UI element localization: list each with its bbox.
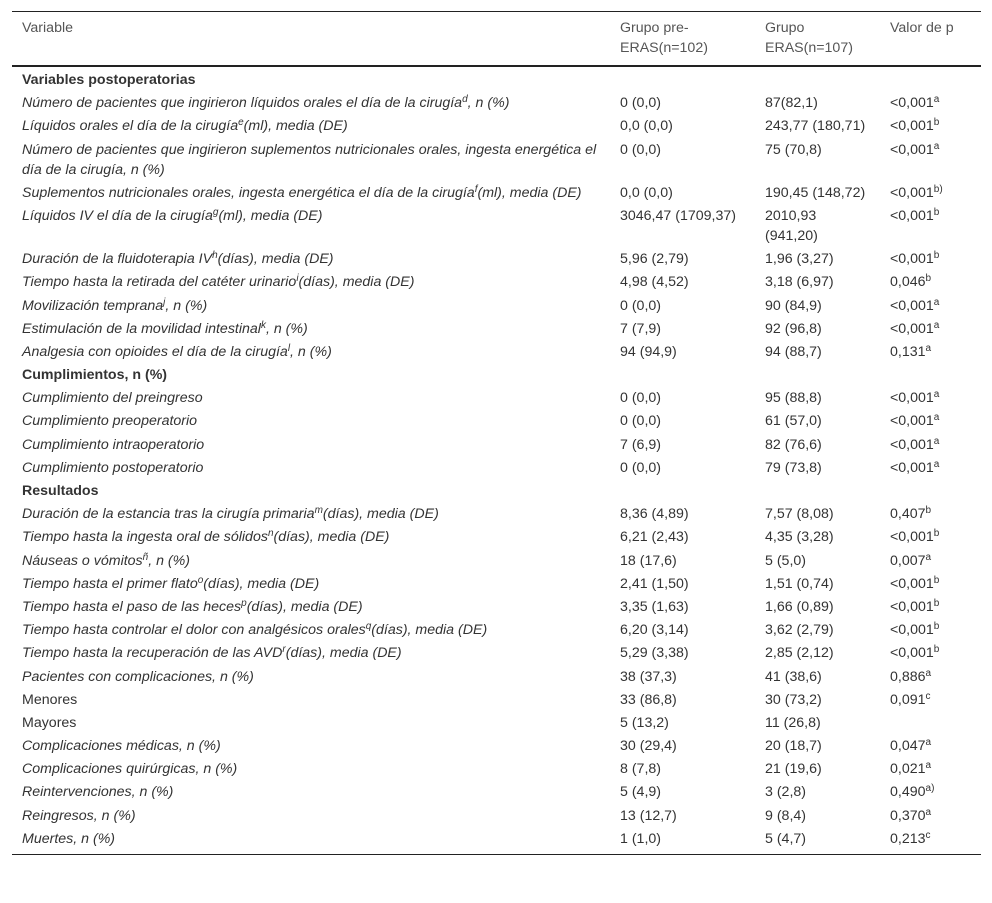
variable-unit: (días), media (DE)	[285, 645, 402, 662]
p-value: 0,007	[890, 552, 926, 569]
table-row	[12, 433, 981, 456]
pre-eras-value: 8,36 (4,89)	[620, 506, 689, 523]
p-value-test-marker: a	[925, 667, 932, 679]
pre-eras-value: 38 (37,3)	[620, 668, 677, 685]
footnote-marker: q	[365, 621, 372, 633]
variable-unit: , n (%)	[290, 343, 332, 360]
table-row	[12, 619, 981, 642]
variable-label: Líquidos IV el día de la cirugía	[22, 207, 213, 224]
p-value: 0,370	[890, 807, 926, 824]
p-value-cell	[880, 642, 981, 665]
footnote-marker: j	[163, 296, 166, 308]
variable-unit: (días), media (DE)	[371, 622, 488, 639]
p-value: 0,091	[890, 691, 926, 708]
p-value-cell	[880, 734, 981, 757]
p-value-test-marker: b	[933, 574, 940, 586]
variable-unit: (días), media (DE)	[203, 575, 320, 592]
pre-eras-value: 5 (13,2)	[620, 714, 669, 731]
variable-cell	[12, 642, 610, 665]
eras-value: 243,77 (180,71)	[765, 118, 866, 135]
p-value-test-marker: b)	[933, 183, 943, 195]
p-value-cell	[880, 549, 981, 572]
footnote-marker: l	[287, 342, 291, 354]
variable-label: Suplementos nutricionales orales, ingesta energética el día de la cirugía	[22, 184, 475, 201]
variable-unit: , n (%)	[165, 297, 208, 314]
p-value-cell	[880, 572, 981, 595]
header-p-value: Valor de p	[890, 20, 954, 36]
variable-cell	[12, 92, 610, 115]
variable-cell	[12, 734, 610, 757]
table-row	[12, 340, 981, 363]
p-value-cell	[880, 503, 981, 526]
p-value: <0,001	[890, 297, 934, 314]
footnote-marker: ñ	[142, 551, 149, 563]
footnote-marker: h	[212, 250, 218, 262]
footnote-marker: p	[241, 597, 247, 609]
p-value: 0,021	[890, 761, 926, 778]
variable-cell	[12, 549, 610, 572]
footnote-marker: e	[238, 117, 244, 129]
variable-cell	[12, 115, 610, 138]
table-row	[12, 248, 981, 271]
results-table-container	[12, 11, 981, 855]
eras-value: 4,35 (3,28)	[765, 529, 834, 546]
pre-eras-value: 8 (7,8)	[620, 761, 662, 778]
p-value-test-marker: b	[933, 528, 940, 540]
eras-value: 30 (73,2)	[765, 691, 822, 708]
variable-unit: (días), media (DE)	[246, 598, 363, 615]
p-value: <0,001	[890, 529, 934, 546]
p-value-cell	[880, 115, 981, 138]
table-row	[12, 665, 981, 688]
pre-eras-value: 0,0 (0,0)	[620, 184, 673, 201]
eras-value: 9 (8,4)	[765, 807, 807, 824]
p-value-cell	[880, 665, 981, 688]
pre-eras-value: 0 (0,0)	[620, 141, 662, 158]
eras-value: 3,18 (6,97)	[765, 274, 834, 291]
eras-value: 1,96 (3,27)	[765, 251, 834, 268]
variable-label: Cumplimiento preoperatorio	[22, 413, 198, 430]
p-value: 0,886	[890, 668, 926, 685]
table-row	[12, 642, 981, 665]
p-value-cell	[880, 827, 981, 854]
table-row	[12, 410, 981, 433]
variable-unit: , n (%)	[148, 552, 190, 569]
eras-value: 90 (84,9)	[765, 297, 822, 314]
eras-value: 92 (96,8)	[765, 320, 822, 337]
variable-label: Reintervenciones, n (%)	[22, 784, 174, 801]
table-row	[12, 734, 981, 757]
table-row	[12, 503, 981, 526]
p-value-test-marker: a	[925, 342, 932, 354]
footnote-marker: k	[260, 319, 266, 331]
table-row	[12, 387, 981, 410]
eras-value: 94 (88,7)	[765, 343, 822, 360]
pre-eras-value: 3046,47 (1709,37)	[620, 207, 736, 224]
variable-cell	[12, 248, 610, 271]
p-value: <0,001	[890, 598, 934, 615]
eras-value: 11 (26,8)	[765, 714, 821, 731]
pre-eras-value: 0 (0,0)	[620, 413, 662, 430]
p-value-test-marker: c	[925, 829, 931, 841]
p-value-cell	[880, 410, 981, 433]
p-value-test-marker: a)	[925, 783, 935, 795]
table-row	[12, 115, 981, 138]
header-variable: Variable	[22, 20, 73, 36]
p-value-cell	[880, 294, 981, 317]
p-value-cell	[880, 688, 981, 711]
pre-eras-value: 7 (7,9)	[620, 320, 662, 337]
footnote-marker: d	[462, 94, 468, 106]
pre-eras-value: 0 (0,0)	[620, 95, 662, 112]
results-table	[12, 11, 981, 855]
variable-cell	[12, 317, 610, 340]
variable-cell	[12, 758, 610, 781]
eras-value: 2,85 (2,12)	[765, 645, 834, 662]
footnote-marker: i	[296, 273, 299, 285]
p-value: <0,001	[890, 251, 934, 268]
p-value: 0,213	[890, 830, 926, 847]
p-value-cell	[880, 804, 981, 827]
table-row	[12, 549, 981, 572]
eras-value: 190,45 (148,72)	[765, 184, 866, 201]
variable-unit: (ml), media (DE)	[218, 207, 323, 224]
variable-cell	[12, 665, 610, 688]
variable-label: Duración de la estancia tras la cirugía primaria	[22, 506, 315, 523]
table-row	[12, 271, 981, 294]
variable-label: Complicaciones quirúrgicas, n (%)	[22, 761, 238, 778]
p-value-cell	[880, 387, 981, 410]
variable-cell	[12, 433, 610, 456]
eras-value: 3 (2,8)	[765, 784, 807, 801]
p-value: <0,001	[890, 436, 934, 453]
pre-eras-value: 3,35 (1,63)	[620, 598, 689, 615]
variable-label: Reingresos, n (%)	[22, 807, 136, 824]
variable-unit: (días), media (DE)	[298, 274, 415, 291]
variable-label: Tiempo hasta el paso de las heces	[22, 598, 242, 615]
eras-value: 7,57 (8,08)	[765, 506, 834, 523]
p-value-test-marker: b	[933, 206, 940, 218]
p-value-cell	[880, 92, 981, 115]
table-body	[12, 66, 981, 854]
pre-eras-value: 5,96 (2,79)	[620, 251, 689, 268]
variable-cell	[12, 181, 610, 204]
variable-cell	[12, 526, 610, 549]
variable-label: Complicaciones médicas, n (%)	[22, 738, 221, 755]
table-row	[12, 456, 981, 479]
variable-unit: , n (%)	[265, 320, 308, 337]
variable-unit: (ml), media (DE)	[477, 184, 582, 201]
table-row	[12, 138, 981, 181]
variable-cell	[12, 804, 610, 827]
variable-label: Mayores	[22, 714, 77, 731]
table-row	[12, 711, 981, 734]
footnote-marker: o	[197, 574, 204, 586]
eras-value: 3,62 (2,79)	[765, 622, 834, 639]
p-value-test-marker: b	[933, 644, 940, 656]
variable-cell	[12, 204, 610, 247]
variable-label: Tiempo hasta el primer flato	[22, 575, 198, 592]
variable-label: Analgesia con opioides el día de la cirugía	[22, 343, 288, 360]
table-row	[12, 688, 981, 711]
table-row	[12, 758, 981, 781]
variable-cell	[12, 271, 610, 294]
p-value: 0,047	[890, 738, 926, 755]
p-value: 0,046	[890, 274, 926, 291]
p-value-cell	[880, 619, 981, 642]
table-row	[12, 92, 981, 115]
p-value-test-marker: a	[933, 319, 940, 331]
variable-label: Número de pacientes que ingirieron líquidos orales el día de la cirugía	[22, 95, 463, 112]
pre-eras-value: 0 (0,0)	[620, 297, 662, 314]
table-header-row	[12, 12, 981, 67]
table-row	[12, 804, 981, 827]
p-value-test-marker: a	[925, 551, 932, 563]
variable-cell	[12, 572, 610, 595]
variable-label: Cumplimiento intraoperatorio	[22, 436, 205, 453]
pre-eras-value: 13 (12,7)	[620, 807, 677, 824]
pre-eras-value: 30 (29,4)	[620, 738, 677, 755]
pre-eras-value: 0 (0,0)	[620, 459, 662, 476]
variable-label: Estimulación de la movilidad intestinal	[22, 320, 261, 337]
p-value-cell	[880, 248, 981, 271]
p-value-cell	[880, 781, 981, 804]
p-value: <0,001	[890, 320, 934, 337]
section-title: Resultados	[22, 483, 99, 499]
eras-value: 1,66 (0,89)	[765, 598, 834, 615]
p-value-cell	[880, 271, 981, 294]
pre-eras-value: 18 (17,6)	[620, 552, 677, 569]
p-value-test-marker: a	[933, 296, 940, 308]
pre-eras-value: 1 (1,0)	[620, 830, 662, 847]
p-value: <0,001	[890, 118, 934, 135]
p-value-cell	[880, 181, 981, 204]
p-value-test-marker: c	[925, 690, 931, 702]
p-value: <0,001	[890, 459, 934, 476]
eras-value: 2010,93 (941,20)	[765, 207, 818, 244]
p-value-cell	[880, 526, 981, 549]
p-value-cell	[880, 433, 981, 456]
pre-eras-value: 0 (0,0)	[620, 390, 662, 407]
eras-value: 5 (4,7)	[765, 830, 807, 847]
p-value: <0,001	[890, 622, 934, 639]
table-row	[12, 781, 981, 804]
eras-value: 87(82,1)	[765, 95, 818, 112]
variable-cell	[12, 595, 610, 618]
table-row	[12, 317, 981, 340]
table-row	[12, 526, 981, 549]
table-row	[12, 572, 981, 595]
pre-eras-value: 94 (94,9)	[620, 343, 677, 360]
pre-eras-value: 5 (4,9)	[620, 784, 662, 801]
variable-cell	[12, 294, 610, 317]
table-row	[12, 595, 981, 618]
variable-label: Cumplimiento del preingreso	[22, 390, 203, 407]
p-value-cell	[880, 317, 981, 340]
variable-label: Líquidos orales el día de la cirugía	[22, 118, 239, 135]
section-header-row	[12, 479, 981, 502]
section-header-row	[12, 66, 981, 92]
p-value-test-marker: b	[933, 117, 940, 129]
p-value: 0,407	[890, 506, 926, 523]
p-value-test-marker: a	[933, 140, 940, 152]
variable-cell	[12, 827, 610, 854]
footnote-marker: g	[212, 206, 219, 218]
variable-label: Cumplimiento postoperatorio	[22, 459, 204, 476]
p-value-test-marker: a	[933, 458, 940, 470]
eras-value: 20 (18,7)	[765, 738, 822, 755]
p-value: <0,001	[890, 95, 934, 112]
p-value-cell	[880, 595, 981, 618]
variable-label: Movilización temprana	[22, 297, 164, 314]
table-row	[12, 204, 981, 247]
variable-cell	[12, 619, 610, 642]
section-header-row	[12, 363, 981, 386]
p-value-test-marker: a	[933, 435, 940, 447]
pre-eras-value: 5,29 (3,38)	[620, 645, 689, 662]
pre-eras-value: 6,20 (3,14)	[620, 622, 689, 639]
p-value: <0,001	[890, 575, 934, 592]
p-value: <0,001	[890, 645, 934, 662]
p-value: 0,131	[890, 343, 926, 360]
table-row	[12, 294, 981, 317]
variable-label: Muertes, n (%)	[22, 830, 116, 847]
eras-value: 95 (88,8)	[765, 390, 822, 407]
variable-label: Tiempo hasta la retirada del catéter urinario	[22, 274, 297, 291]
eras-value: 21 (19,6)	[765, 761, 822, 778]
section-title: Cumplimientos, n (%)	[22, 367, 168, 384]
p-value-test-marker: a	[925, 737, 932, 749]
variable-label: Pacientes con complicaciones, n (%)	[22, 668, 254, 685]
variable-label: Tiempo hasta la recuperación de las AVD	[22, 645, 283, 662]
variable-label: Menores	[22, 691, 78, 708]
header-eras: Grupo ERAS(n=107)	[765, 20, 853, 56]
variable-label: Tiempo hasta controlar el dolor con analgésicos orales	[22, 622, 366, 639]
pre-eras-value: 2,41 (1,50)	[620, 575, 689, 592]
eras-value: 1,51 (0,74)	[765, 575, 834, 592]
variable-cell	[12, 781, 610, 804]
footnote-marker: f	[474, 183, 478, 195]
section-title: Variables postoperatorias	[22, 72, 196, 88]
p-value-test-marker: a	[925, 806, 932, 818]
variable-cell	[12, 688, 610, 711]
p-value-cell	[880, 340, 981, 363]
header-pre-eras: Grupo pre-ERAS(n=102)	[620, 20, 708, 56]
p-value: <0,001	[890, 413, 934, 430]
variable-label: Duración de la fluidoterapia IV	[22, 251, 213, 268]
footnote-marker: r	[282, 644, 286, 656]
p-value: <0,001	[890, 207, 934, 224]
pre-eras-value: 6,21 (2,43)	[620, 529, 689, 546]
variable-unit: (días), media (DE)	[217, 251, 334, 268]
variable-label: Náuseas o vómitos	[22, 552, 143, 569]
p-value-test-marker: b	[925, 273, 932, 285]
p-value-test-marker: a	[933, 389, 940, 401]
eras-value: 41 (38,6)	[765, 668, 822, 685]
p-value-cell	[880, 758, 981, 781]
p-value-test-marker: a	[925, 760, 932, 772]
variable-cell	[12, 340, 610, 363]
variable-cell	[12, 503, 610, 526]
eras-value: 61 (57,0)	[765, 413, 822, 430]
p-value-test-marker: b	[933, 250, 940, 262]
p-value: 0,490	[890, 784, 926, 801]
variable-cell	[12, 456, 610, 479]
pre-eras-value: 4,98 (4,52)	[620, 274, 689, 291]
variable-cell	[12, 387, 610, 410]
p-value-test-marker: b	[933, 597, 940, 609]
variable-label: Tiempo hasta la ingesta oral de sólidos	[22, 529, 268, 546]
footnote-marker: m	[314, 505, 323, 517]
pre-eras-value: 33 (86,8)	[620, 691, 677, 708]
table-row	[12, 181, 981, 204]
p-value-cell	[880, 138, 981, 181]
variable-unit: (días), media (DE)	[322, 506, 439, 523]
p-value-test-marker: b	[933, 621, 940, 633]
p-value-cell	[880, 204, 981, 247]
eras-value: 75 (70,8)	[765, 141, 822, 158]
p-value-cell	[880, 711, 981, 734]
variable-label: Número de pacientes que ingirieron suplementos nutricionales orales, ingesta energética el día de la cirugía, n (%)	[22, 141, 597, 178]
p-value-test-marker: a	[933, 412, 940, 424]
p-value-test-marker: b	[925, 505, 932, 517]
p-value: <0,001	[890, 184, 934, 201]
variable-unit: (ml), media (DE)	[243, 118, 348, 135]
pre-eras-value: 0,0 (0,0)	[620, 118, 673, 135]
p-value-cell	[880, 456, 981, 479]
variable-unit: , n (%)	[467, 95, 510, 112]
variable-cell	[12, 410, 610, 433]
p-value-test-marker: a	[933, 94, 940, 106]
p-value: <0,001	[890, 390, 934, 407]
variable-cell	[12, 711, 610, 734]
footnote-marker: n	[267, 528, 274, 540]
p-value: <0,001	[890, 141, 934, 158]
pre-eras-value: 7 (6,9)	[620, 436, 662, 453]
variable-unit: (días), media (DE)	[273, 529, 390, 546]
table-row	[12, 827, 981, 854]
eras-value: 82 (76,6)	[765, 436, 822, 453]
eras-value: 79 (73,8)	[765, 459, 822, 476]
variable-cell	[12, 138, 610, 181]
eras-value: 5 (5,0)	[765, 552, 807, 569]
